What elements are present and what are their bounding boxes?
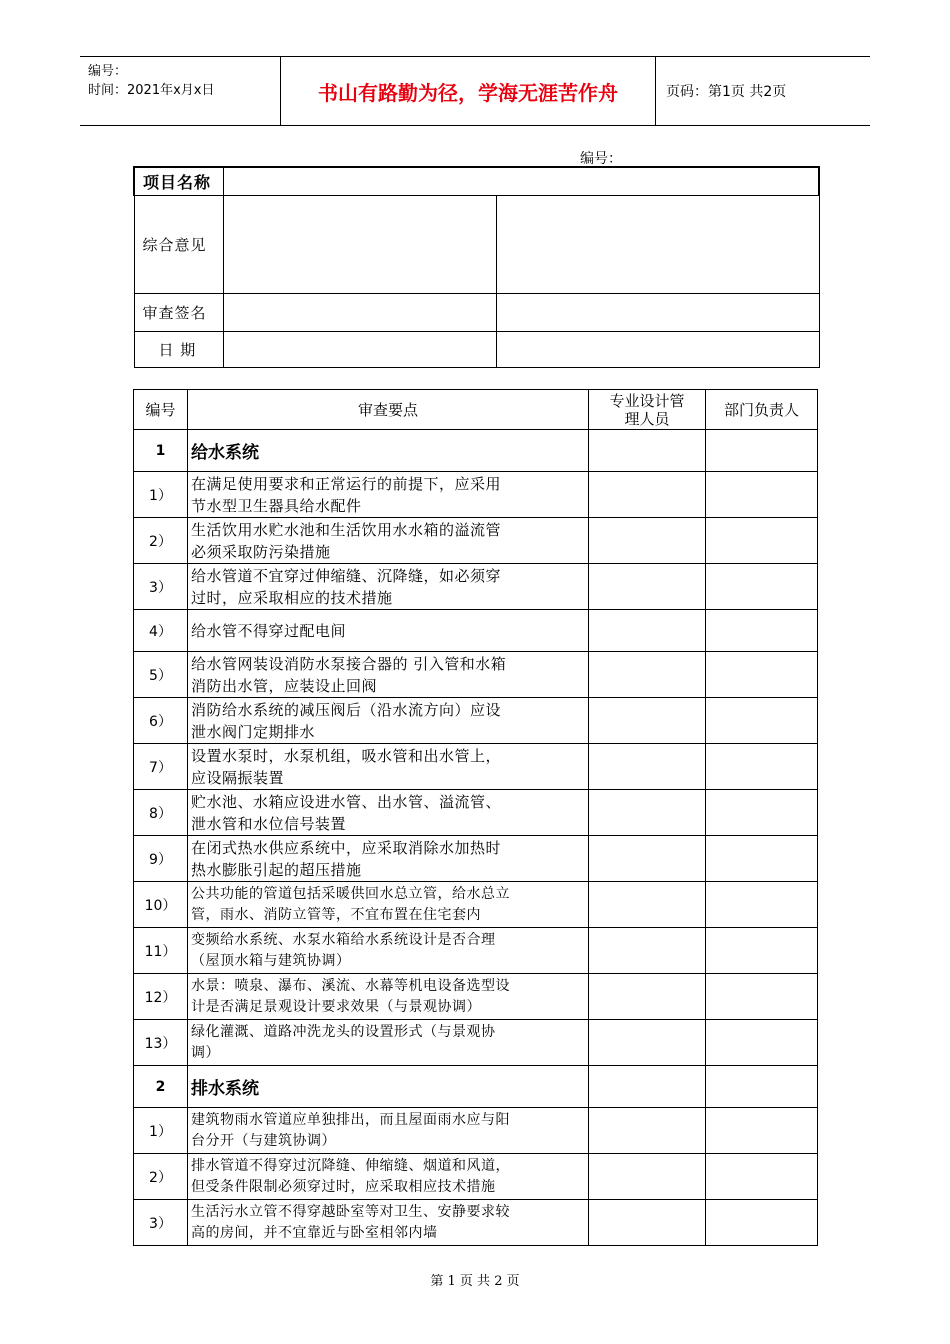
- signature-label: 审查签名: [134, 293, 223, 331]
- section-title: 排水系统: [188, 1066, 589, 1108]
- item-text: [188, 610, 589, 652]
- item-text-line2: 泄水阀门定期排水: [191, 722, 316, 741]
- dept-head-check-cell[interactable]: [706, 564, 818, 610]
- signature-field-2[interactable]: [496, 293, 819, 331]
- header-left-cell: [80, 57, 281, 125]
- checklist-item-row: [134, 472, 818, 518]
- checklist-item-row: [134, 744, 818, 790]
- dept-head-check-cell[interactable]: [706, 430, 818, 472]
- header-designer-line1: 专业设计管: [609, 391, 685, 410]
- item-number: 1）: [134, 472, 188, 518]
- item-number: 11）: [134, 928, 188, 974]
- item-text: [188, 472, 589, 518]
- dept-head-check-cell[interactable]: [706, 1154, 818, 1200]
- item-text-line1: 绿化灌溉、道路冲洗龙头的设置形式（与景观协: [191, 1023, 496, 1040]
- item-text-line1: 给水管不得穿过配电间: [191, 621, 347, 640]
- date-field-2[interactable]: [496, 331, 819, 367]
- item-text-line2: 消防出水管，应装设止回阀: [191, 676, 378, 695]
- page-header: [80, 56, 870, 126]
- item-number: 6）: [134, 698, 188, 744]
- item-text-line1: 在满足使用要求和正常运行的前提下，应采用: [191, 474, 502, 493]
- checklist-item-row: [134, 790, 818, 836]
- item-text-line2: 泄水管和水位信号装置: [191, 814, 347, 833]
- designer-check-cell[interactable]: [589, 610, 706, 652]
- designer-check-cell[interactable]: [589, 882, 706, 928]
- designer-check-cell[interactable]: [589, 836, 706, 882]
- section-row: [134, 430, 818, 472]
- item-text-line2: 台分开（与建筑协调）: [191, 1132, 336, 1149]
- checklist-item-row: [134, 610, 818, 652]
- header-no-label: 编号：: [88, 64, 128, 79]
- item-text: [188, 518, 589, 564]
- item-number: 3）: [134, 1200, 188, 1246]
- dept-head-check-cell[interactable]: [706, 610, 818, 652]
- checklist-item-row: [134, 564, 818, 610]
- checklist-item-row: [134, 836, 818, 882]
- designer-check-cell[interactable]: [589, 928, 706, 974]
- dept-head-check-cell[interactable]: [706, 1020, 818, 1066]
- item-text: [188, 1020, 589, 1066]
- item-text-line2: 节水型卫生器具给水配件: [191, 496, 362, 515]
- item-number: 1）: [134, 1108, 188, 1154]
- item-text-line1: 在闭式热水供应系统中，应采取消除水加热时: [191, 838, 502, 857]
- opinion-label: 综合意见: [134, 195, 223, 293]
- item-text-line1: 生活饮用水贮水池和生活饮用水水箱的溢流管: [191, 520, 502, 539]
- header-dept-head: 部门负责人: [706, 390, 818, 430]
- date-field-1[interactable]: [223, 331, 496, 367]
- item-number: 3）: [134, 564, 188, 610]
- checklist-item-row: [134, 698, 818, 744]
- item-number: 2）: [134, 518, 188, 564]
- header-motto: 书山有路勤为径，学海无涯苦作舟: [281, 57, 656, 125]
- checklist-item-row: [134, 1108, 818, 1154]
- dept-head-check-cell[interactable]: [706, 1200, 818, 1246]
- dept-head-check-cell[interactable]: [706, 1066, 818, 1108]
- checklist-item-row: [134, 1154, 818, 1200]
- section-number: 1: [134, 430, 188, 472]
- header-points: 审查要点: [188, 390, 589, 430]
- item-text: [188, 652, 589, 698]
- item-text-line1: 给水管网装设消防水泵接合器的 引入管和水箱: [191, 654, 507, 673]
- dept-head-check-cell[interactable]: [706, 882, 818, 928]
- designer-check-cell[interactable]: [589, 1066, 706, 1108]
- checklist-item-row: [134, 974, 818, 1020]
- header-time-label: 时间：2021年x月x日: [88, 83, 215, 98]
- item-text-line2: 计是否满足景观设计要求效果（与景观协调）: [191, 998, 481, 1015]
- header-no: 编号: [134, 390, 188, 430]
- designer-check-cell[interactable]: [589, 1154, 706, 1200]
- opinion-field-2[interactable]: [496, 195, 819, 293]
- designer-check-cell[interactable]: [589, 430, 706, 472]
- item-text-line2: 高的房间，并不宜靠近与卧室相邻内墙: [191, 1224, 438, 1241]
- page-footer: 第 1 页 共 2 页: [430, 1274, 520, 1289]
- item-text-line2: 调）: [191, 1044, 220, 1061]
- designer-check-cell[interactable]: [589, 698, 706, 744]
- item-text: [188, 698, 589, 744]
- dept-head-check-cell[interactable]: [706, 836, 818, 882]
- item-text-line2: 但受条件限制必须穿过时，应采取相应技术措施: [191, 1178, 496, 1195]
- checklist-item-row: [134, 928, 818, 974]
- dept-head-check-cell[interactable]: [706, 974, 818, 1020]
- summary-table: [133, 166, 820, 368]
- signature-field-1[interactable]: [223, 293, 496, 331]
- section-row: [134, 1066, 818, 1108]
- dept-head-check-cell[interactable]: [706, 744, 818, 790]
- designer-check-cell[interactable]: [589, 790, 706, 836]
- item-text: [188, 1200, 589, 1246]
- item-text-line1: 给水管道不宜穿过伸缩缝、沉降缝，如必须穿: [191, 566, 502, 585]
- checklist-item-row: [134, 518, 818, 564]
- item-number: 2）: [134, 1154, 188, 1200]
- checklist-item-row: [134, 1020, 818, 1066]
- designer-check-cell[interactable]: [589, 472, 706, 518]
- designer-check-cell[interactable]: [589, 564, 706, 610]
- item-text: [188, 836, 589, 882]
- date-label: 日 期: [134, 331, 223, 367]
- dept-head-check-cell[interactable]: [706, 472, 818, 518]
- item-text-line2: 必须采取防污染措施: [191, 542, 331, 561]
- item-text-line1: 贮水池、水箱应设进水管、出水管、溢流管、: [191, 792, 502, 811]
- item-text-line1: 水景：喷泉、瀑布、溪流、水幕等机电设备选型设: [191, 977, 510, 994]
- header-designer: [589, 390, 706, 430]
- item-text-line1: 排水管道不得穿过沉降缝、伸缩缝、烟道和风道，: [191, 1157, 510, 1174]
- item-text: [188, 928, 589, 974]
- item-text-line1: 变频给水系统、水泵水箱给水系统设计是否合理: [191, 931, 496, 948]
- project-name-label: 项目名称: [134, 167, 223, 195]
- designer-check-cell[interactable]: [589, 1020, 706, 1066]
- item-text-line2: 热水膨胀引起的超压措施: [191, 860, 362, 879]
- item-text: [188, 790, 589, 836]
- dept-head-check-cell[interactable]: [706, 928, 818, 974]
- item-text-line2: （屋顶水箱与建筑协调）: [191, 952, 351, 969]
- item-number: 13）: [134, 1020, 188, 1066]
- header-page-label: 页码：第1页 共2页: [666, 84, 787, 100]
- item-text-line1: 公共功能的管道包括采暖供回水总立管，给水总立: [191, 885, 510, 902]
- item-text: [188, 882, 589, 928]
- item-number: 10）: [134, 882, 188, 928]
- item-text: [188, 1108, 589, 1154]
- item-text: [188, 974, 589, 1020]
- item-text-line2: 应设隔振装置: [191, 768, 285, 787]
- section-number: 2: [134, 1066, 188, 1108]
- designer-check-cell[interactable]: [589, 1108, 706, 1154]
- item-number: 4）: [134, 610, 188, 652]
- designer-check-cell[interactable]: [589, 1200, 706, 1246]
- designer-check-cell[interactable]: [589, 518, 706, 564]
- dept-head-check-cell[interactable]: [706, 790, 818, 836]
- item-number: 9）: [134, 836, 188, 882]
- item-text-line2: 过时，应采取相应的技术措施: [191, 588, 393, 607]
- designer-check-cell[interactable]: [589, 744, 706, 790]
- dept-head-check-cell[interactable]: [706, 698, 818, 744]
- item-text-line1: 设置水泵时，水泵机组，吸水管和出水管上，: [191, 746, 502, 765]
- item-text: [188, 564, 589, 610]
- item-text: [188, 744, 589, 790]
- checklist-table: [133, 389, 818, 1246]
- dept-head-check-cell[interactable]: [706, 652, 818, 698]
- designer-check-cell[interactable]: [589, 652, 706, 698]
- item-number: 7）: [134, 744, 188, 790]
- item-text-line2: 管，雨水、消防立管等，不宜布置在住宅套内: [191, 906, 481, 923]
- project-name-field[interactable]: [223, 167, 819, 195]
- item-number: 5）: [134, 652, 188, 698]
- item-number: 8）: [134, 790, 188, 836]
- dept-head-check-cell[interactable]: [706, 518, 818, 564]
- checklist-item-row: [134, 882, 818, 928]
- opinion-field-1[interactable]: [223, 195, 496, 293]
- item-number: 12）: [134, 974, 188, 1020]
- item-text: [188, 1154, 589, 1200]
- checklist-item-row: [134, 652, 818, 698]
- checklist-header-row: [134, 390, 818, 430]
- dept-head-check-cell[interactable]: [706, 1108, 818, 1154]
- section-title: 给水系统: [188, 430, 589, 472]
- designer-check-cell[interactable]: [589, 974, 706, 1020]
- checklist-item-row: [134, 1200, 818, 1246]
- document-number-label: 编号：: [580, 151, 622, 167]
- item-text-line1: 生活污水立管不得穿越卧室等对卫生、安静要求较: [191, 1203, 510, 1220]
- item-text-line1: 消防给水系统的减压阀后（沿水流方向）应设: [191, 700, 502, 719]
- item-text-line1: 建筑物雨水管道应单独排出，而且屋面雨水应与阳: [191, 1111, 510, 1128]
- header-designer-line2: 理人员: [624, 409, 670, 428]
